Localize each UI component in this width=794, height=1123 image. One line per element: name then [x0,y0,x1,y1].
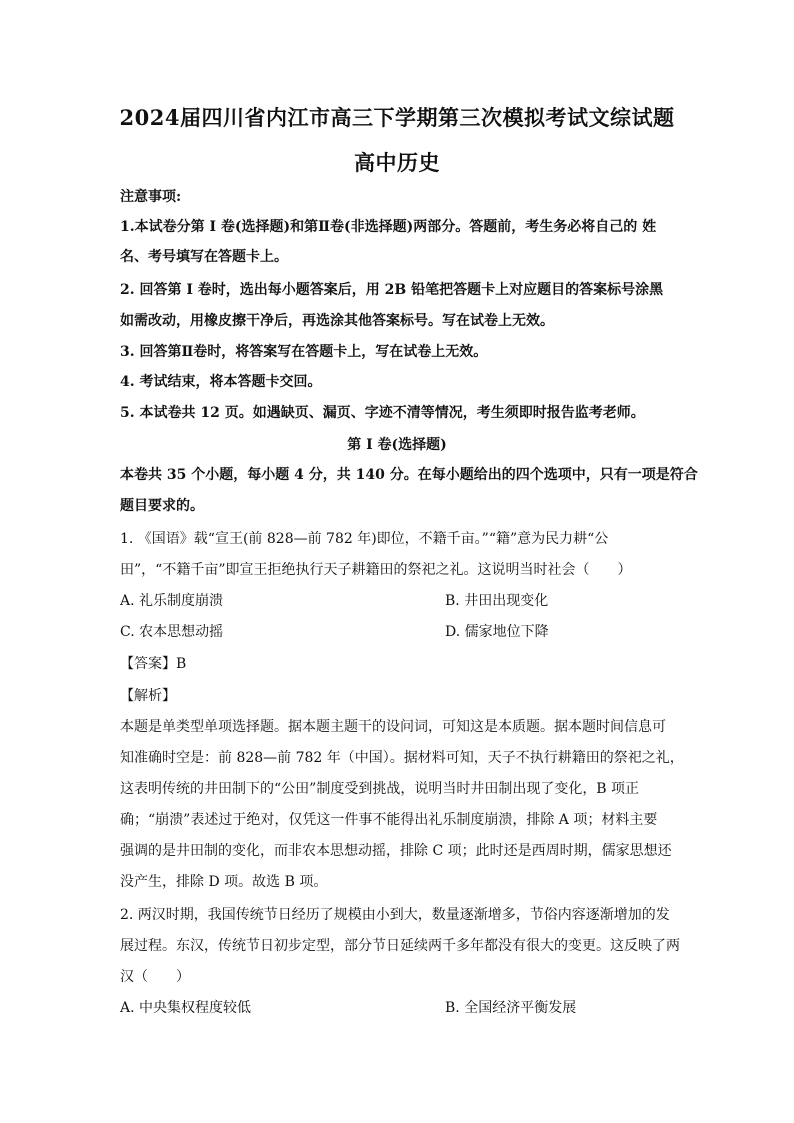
question-2-stem: 汉（ ） [120,969,190,985]
question-1-option-d: D. 儒家地位下降 [445,624,549,640]
question-1-analysis: 强调的是井田制的变化，而非农本思想动摇，排除 C 项；此时还是西周时期，儒家思想还 [120,843,672,859]
notice-heading: 注意事项: [120,189,182,205]
section-intro: 本卷共 35 个小题，每小题 4 分，共 140 分。在每小题给出的四个选项中，只有一项是符合 [120,467,698,483]
notice-line: 2. 回答第 I 卷时，选出每小题答案后，用 2B 铅笔把答题卡上对应题目的答案标号涂黑 [120,282,664,298]
question-2-stem: 展过程。东汉，传统节日初步定型，部分节日延续两千多年都没有很大的变更。这反映了两 [120,938,680,954]
question-1-analysis: 本题是单类型单项选择题。据本题主题干的设问词，可知这是本质题。据本题时间信息可 [120,719,666,735]
notice-line: 如需改动，用橡皮擦干净后，再选涂其他答案标号。写在试卷上无效。 [120,313,554,329]
notice-line: 4. 考试结束，将本答题卡交回。 [120,374,322,390]
question-1-option-c: C. 农本思想动摇 [120,624,224,640]
question-1-answer: 【答案】B [120,656,187,672]
question-2-option-a: A. 中央集权程度较低 [120,1000,252,1016]
page-title: 2024届四川省内江市高三下学期第三次模拟考试文综试题 [119,105,675,130]
page-subtitle: 高中历史 [354,150,440,175]
question-2-stem: 2. 两汉时期，我国传统节日经历了规模由小到大，数量逐渐增多，节俗内容逐渐增加的发 [120,907,670,923]
question-1-analysis-label: 【解析】 [120,688,176,704]
question-2-option-b: B. 全国经济平衡发展 [445,1000,577,1016]
question-1-analysis: 确；“崩溃”表述过于绝对，仅凭这一件事不能得出礼乐制度崩溃，排除 A 项；材料主要 [120,812,658,828]
question-1-stem: 田”，“不籍千亩”即宣王拒绝执行天子耕籍田的祭祀之礼。这说明当时社会（ ） [120,562,632,578]
notice-line: 名、考号填写在答题卡上。 [120,249,288,265]
question-1-stem: 1. 《国语》载“宣王(前 828—前 782 年)即位，不籍千亩。”“籍”意为民力耕“公 [120,531,609,547]
question-1-option-a: A. 礼乐制度崩溃 [120,593,224,609]
section-heading: 第 I 卷(选择题) [347,437,447,453]
notice-line: 3. 回答第Ⅱ卷时，将答案写在答题卡上，写在试卷上无效。 [120,344,488,360]
question-1-option-b: B. 井田出现变化 [445,593,549,609]
question-1-analysis: 知准确时空是：前 828—前 782 年（中国）。据材料可知，天子不执行耕籍田的祭祀之礼， [120,750,684,766]
notice-line: 5. 本试卷共 12 页。如遇缺页、漏页、字迹不清等情况，考生须即时报告监考老师。 [120,405,645,421]
notice-line: 1.本试卷分第 I 卷(选择题)和第Ⅱ卷(非选择题)两部分。答题前，考生务必将自己的 姓 [120,219,657,235]
question-1-analysis: 这表明传统的井田制下的“公田”制度受到挑战，说明当时井田制出现了变化，B 项正 [120,781,640,797]
question-1-analysis: 没产生，排除 D 项。故选 B 项。 [120,874,328,890]
section-intro: 题目要求的。 [120,498,204,514]
